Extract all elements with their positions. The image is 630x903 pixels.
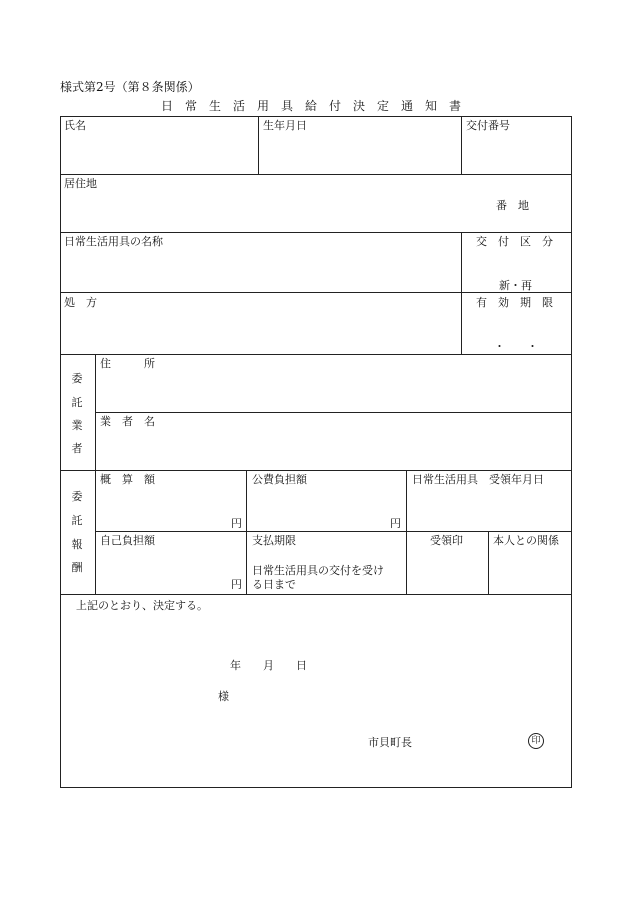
birth-date-label: 生年月日 <box>263 119 307 132</box>
public-burden-label: 公費負担額 <box>252 473 307 486</box>
issue-number-label: 交付番号 <box>466 119 510 132</box>
relationship-label: 本人との関係 <box>493 534 559 547</box>
fee-char-4: 酬 <box>71 561 83 574</box>
self-burden-yen: 円 <box>231 578 242 591</box>
fee-char-1: 委 <box>71 490 83 503</box>
mayor-title: 市貝町長 <box>368 736 412 749</box>
address-suffix: 番 地 <box>496 199 529 212</box>
decision-date: 年 月 日 <box>230 659 307 672</box>
payment-deadline-label: 支払期限 <box>252 534 296 547</box>
addressee-honorific: 様 <box>218 690 229 703</box>
official-seal-icon: 印 <box>528 733 544 749</box>
contractor-address-label: 住 所 <box>100 357 155 370</box>
public-burden-yen: 円 <box>390 517 401 530</box>
self-burden-label: 自己負担額 <box>100 534 155 547</box>
receipt-seal-label: 受領印 <box>430 534 463 547</box>
name-label: 氏名 <box>64 119 86 132</box>
page-title: 日 常 生 活 用 具 給 付 決 定 通 知 書 <box>161 99 462 113</box>
contractor-char-4: 者 <box>71 442 83 455</box>
equipment-name-label: 日常生活用具の名称 <box>64 235 163 248</box>
contractor-business-name-label: 業 者 名 <box>100 415 155 428</box>
payment-deadline-note-1: 日常生活用具の交付を受け <box>252 564 384 577</box>
decision-statement: 上記のとおり、決定する。 <box>76 599 208 612</box>
contractor-char-3: 業 <box>71 419 83 432</box>
residence-label: 居住地 <box>64 177 97 190</box>
estimated-amount-label: 概 算 額 <box>100 473 155 486</box>
fee-char-3: 報 <box>71 538 83 551</box>
validity-dots: ・ ・ <box>494 340 538 353</box>
estimated-amount-yen: 円 <box>231 517 242 530</box>
issue-category-label: 交 付 区 分 <box>476 235 553 248</box>
fee-char-2: 託 <box>71 514 83 527</box>
receipt-date-label: 日常生活用具 受領年月日 <box>412 473 544 486</box>
prescription-label: 処 方 <box>64 296 97 309</box>
contractor-char-1: 委 <box>71 372 83 385</box>
payment-deadline-note-2: る日まで <box>252 578 296 591</box>
contractor-char-2: 託 <box>71 396 83 409</box>
validity-period-label: 有 効 期 限 <box>476 296 553 309</box>
new-re-label: 新・再 <box>499 279 532 292</box>
form-number: 様式第2号（第８条関係） <box>60 80 200 94</box>
